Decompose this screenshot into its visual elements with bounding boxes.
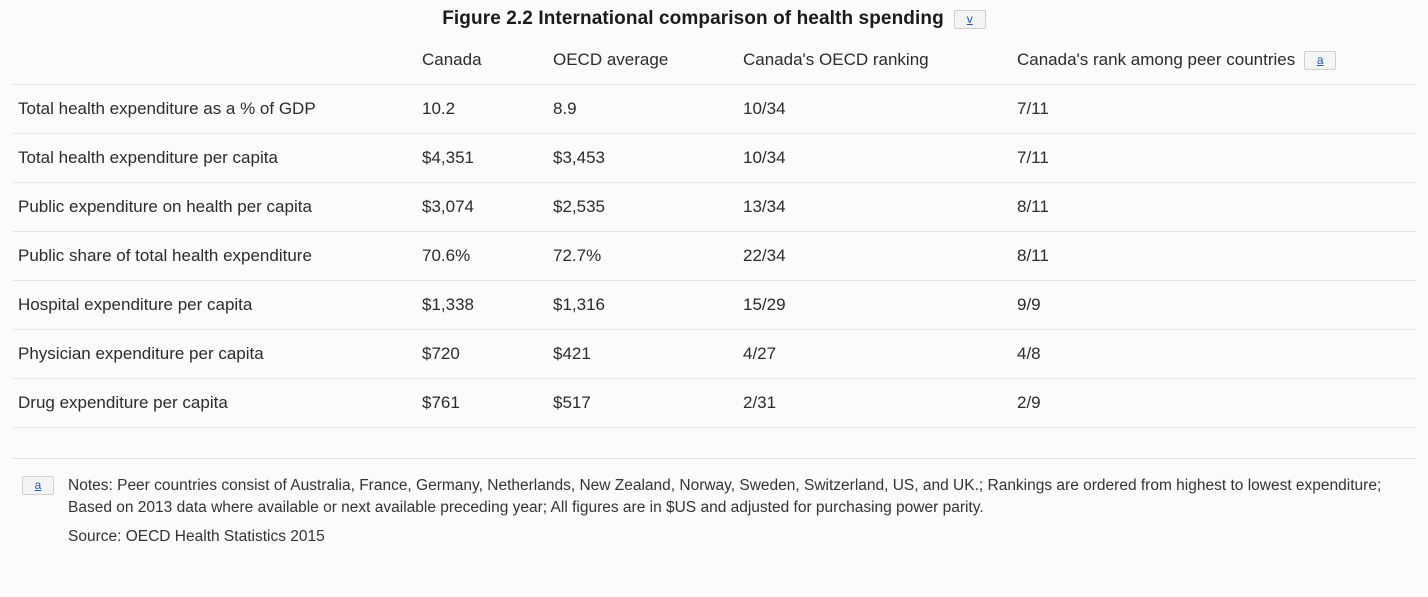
table-row <box>12 281 1416 330</box>
notes-footnote-marker[interactable]: a <box>22 476 54 495</box>
cell-canada: $1,338 <box>416 281 547 330</box>
cell-canada: $4,351 <box>416 134 547 183</box>
row-label: Total health expenditure as a % of GDP <box>12 85 416 134</box>
cell-oecd-ranking: 10/34 <box>737 134 1011 183</box>
cell-oecd-ranking: 22/34 <box>737 232 1011 281</box>
row-label: Physician expenditure per capita <box>12 330 416 379</box>
cell-canada: 70.6% <box>416 232 547 281</box>
table-row <box>12 330 1416 379</box>
cell-oecd-ranking: 2/31 <box>737 379 1011 428</box>
peer-footnote-link[interactable]: a <box>1304 51 1336 70</box>
column-header-oecd-ranking: Canada's OECD ranking <box>737 40 1011 85</box>
row-label: Public share of total health expenditure <box>12 232 416 281</box>
cell-oecd-average: 72.7% <box>547 232 737 281</box>
cell-peer-ranking: 2/9 <box>1011 379 1416 428</box>
cell-peer-ranking: 7/11 <box>1011 134 1416 183</box>
cell-oecd-average: $517 <box>547 379 737 428</box>
table-row <box>12 232 1416 281</box>
column-header-peer-ranking-label: Canada's rank among peer countries <box>1017 50 1296 69</box>
notes-divider <box>12 458 1416 459</box>
row-label: Hospital expenditure per capita <box>12 281 416 330</box>
cell-oecd-average: $3,453 <box>547 134 737 183</box>
row-label: Total health expenditure per capita <box>12 134 416 183</box>
health-spending-table <box>12 40 1416 428</box>
cell-oecd-ranking: 4/27 <box>737 330 1011 379</box>
title-footnote-link[interactable]: v <box>954 10 986 29</box>
column-header-oecd-average: OECD average <box>547 40 737 85</box>
column-header-canada: Canada <box>416 40 547 85</box>
cell-peer-ranking: 8/11 <box>1011 183 1416 232</box>
page-title: Figure 2.2 International comparison of health spending <box>442 8 944 29</box>
cell-peer-ranking: 4/8 <box>1011 330 1416 379</box>
column-header-indicator <box>12 40 416 85</box>
table-row <box>12 85 1416 134</box>
cell-peer-ranking: 8/11 <box>1011 232 1416 281</box>
row-label: Drug expenditure per capita <box>12 379 416 428</box>
table-row <box>12 134 1416 183</box>
cell-oecd-average: $2,535 <box>547 183 737 232</box>
cell-canada: $761 <box>416 379 547 428</box>
row-label: Public expenditure on health per capita <box>12 183 416 232</box>
figure-title-row <box>0 0 1428 40</box>
cell-peer-ranking: 9/9 <box>1011 281 1416 330</box>
table-row <box>12 183 1416 232</box>
notes-text: Notes: Peer countries consist of Australia, France, Germany, Netherlands, New Zealand, Norway, Sweden, Switzerland, US, and UK.; Rankings are ordered from highest to lowest expenditure; Based on 2013 data where available or next available preceding year; All figures are in $US and adjusted for purchasing power parity. <box>68 477 1382 516</box>
column-header-peer-ranking <box>1011 40 1416 85</box>
cell-oecd-average: $1,316 <box>547 281 737 330</box>
cell-oecd-ranking: 10/34 <box>737 85 1011 134</box>
cell-oecd-ranking: 15/29 <box>737 281 1011 330</box>
notes-source: Source: OECD Health Statistics 2015 <box>68 528 325 545</box>
table-body <box>12 85 1416 428</box>
cell-canada: $3,074 <box>416 183 547 232</box>
figure-notes <box>22 475 1412 546</box>
cell-oecd-average: $421 <box>547 330 737 379</box>
cell-canada: $720 <box>416 330 547 379</box>
cell-peer-ranking: 7/11 <box>1011 85 1416 134</box>
table-header <box>12 40 1416 85</box>
table-header-row <box>12 40 1416 85</box>
table-row <box>12 379 1416 428</box>
cell-oecd-average: 8.9 <box>547 85 737 134</box>
cell-oecd-ranking: 13/34 <box>737 183 1011 232</box>
cell-canada: 10.2 <box>416 85 547 134</box>
